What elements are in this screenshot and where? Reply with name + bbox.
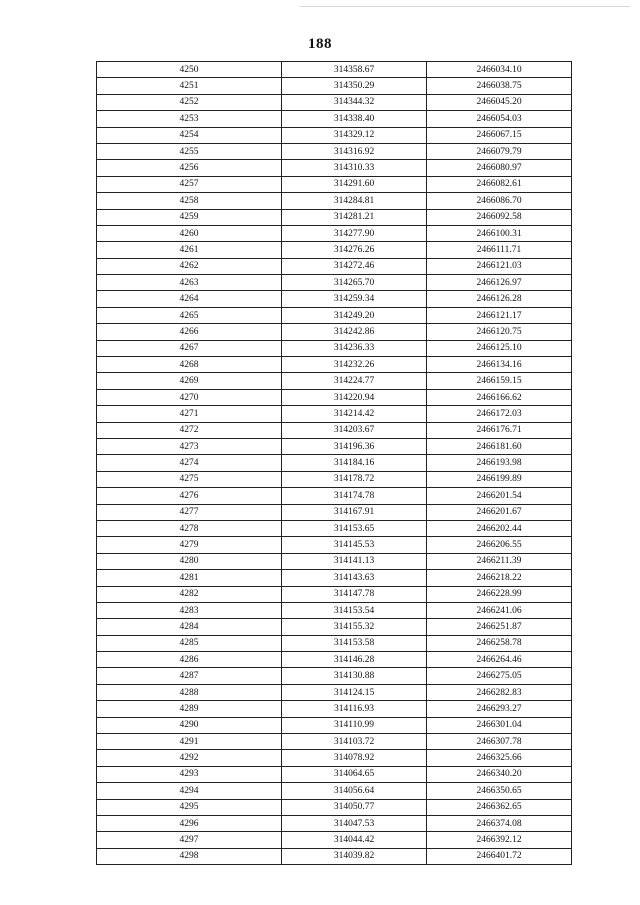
y-coordinate-cell: 2466193.98	[427, 455, 572, 471]
point-number-cell: 4275	[97, 471, 282, 487]
y-coordinate-cell: 2466362.65	[427, 799, 572, 815]
point-number-cell: 4259	[97, 209, 282, 225]
table-row	[97, 324, 572, 340]
point-number-cell: 4251	[97, 78, 282, 94]
y-coordinate-cell: 2466159.15	[427, 373, 572, 389]
table-row	[97, 258, 572, 274]
point-number-cell: 4260	[97, 225, 282, 241]
point-number-cell: 4256	[97, 160, 282, 176]
page-number: 188	[308, 36, 332, 52]
y-coordinate-cell: 2466199.89	[427, 471, 572, 487]
table-row	[97, 783, 572, 799]
point-number-cell: 4281	[97, 570, 282, 586]
x-coordinate-cell: 314153.54	[282, 602, 427, 618]
y-coordinate-cell: 2466206.55	[427, 537, 572, 553]
point-number-cell: 4293	[97, 766, 282, 782]
table-row	[97, 127, 572, 143]
point-number-cell: 4276	[97, 488, 282, 504]
x-coordinate-cell: 314050.77	[282, 799, 427, 815]
table-row	[97, 684, 572, 700]
table-row	[97, 504, 572, 520]
x-coordinate-cell: 314124.15	[282, 684, 427, 700]
table-row	[97, 438, 572, 454]
y-coordinate-cell: 2466228.99	[427, 586, 572, 602]
x-coordinate-cell: 314145.53	[282, 537, 427, 553]
point-number-cell: 4288	[97, 684, 282, 700]
point-number-cell: 4296	[97, 815, 282, 831]
table-row	[97, 734, 572, 750]
point-number-cell: 4282	[97, 586, 282, 602]
table-row	[97, 111, 572, 127]
table-row	[97, 848, 572, 864]
x-coordinate-cell: 314116.93	[282, 701, 427, 717]
y-coordinate-cell: 2466121.03	[427, 258, 572, 274]
point-number-cell: 4266	[97, 324, 282, 340]
table-row	[97, 488, 572, 504]
y-coordinate-cell: 2466080.97	[427, 160, 572, 176]
y-coordinate-cell: 2466172.03	[427, 406, 572, 422]
x-coordinate-cell: 314249.20	[282, 307, 427, 323]
x-coordinate-cell: 314284.81	[282, 193, 427, 209]
table-row	[97, 225, 572, 241]
table-row	[97, 94, 572, 110]
table-row	[97, 619, 572, 635]
y-coordinate-cell: 2466264.46	[427, 652, 572, 668]
point-number-cell: 4277	[97, 504, 282, 520]
point-number-cell: 4250	[97, 62, 282, 78]
table-row	[97, 143, 572, 159]
y-coordinate-cell: 2466325.66	[427, 750, 572, 766]
table-row	[97, 570, 572, 586]
y-coordinate-cell: 2466201.67	[427, 504, 572, 520]
table-row	[97, 357, 572, 373]
y-coordinate-cell: 2466218.22	[427, 570, 572, 586]
point-number-cell: 4270	[97, 389, 282, 405]
table-row	[97, 373, 572, 389]
table-row	[97, 668, 572, 684]
point-number-cell: 4294	[97, 783, 282, 799]
point-number-cell: 4255	[97, 143, 282, 159]
x-coordinate-cell: 314236.33	[282, 340, 427, 356]
table-row	[97, 291, 572, 307]
x-coordinate-cell: 314153.65	[282, 520, 427, 536]
x-coordinate-cell: 314350.29	[282, 78, 427, 94]
y-coordinate-cell: 2466241.06	[427, 602, 572, 618]
y-coordinate-cell: 2466120.75	[427, 324, 572, 340]
x-coordinate-cell: 314147.78	[282, 586, 427, 602]
point-number-cell: 4271	[97, 406, 282, 422]
y-coordinate-cell: 2466082.61	[427, 176, 572, 192]
x-coordinate-cell: 314214.42	[282, 406, 427, 422]
table-row	[97, 406, 572, 422]
table-row	[97, 78, 572, 94]
x-coordinate-cell: 314358.67	[282, 62, 427, 78]
y-coordinate-cell: 2466100.31	[427, 225, 572, 241]
y-coordinate-cell: 2466034.10	[427, 62, 572, 78]
y-coordinate-cell: 2466307.78	[427, 734, 572, 750]
x-coordinate-cell: 314064.65	[282, 766, 427, 782]
y-coordinate-cell: 2466067.15	[427, 127, 572, 143]
point-number-cell: 4274	[97, 455, 282, 471]
x-coordinate-cell: 314265.70	[282, 275, 427, 291]
table-row	[97, 471, 572, 487]
x-coordinate-cell: 314316.92	[282, 143, 427, 159]
table-row	[97, 701, 572, 717]
x-coordinate-cell: 314155.32	[282, 619, 427, 635]
y-coordinate-cell: 2466282.83	[427, 684, 572, 700]
x-coordinate-cell: 314184.16	[282, 455, 427, 471]
point-number-cell: 4263	[97, 275, 282, 291]
point-number-cell: 4284	[97, 619, 282, 635]
table-row	[97, 602, 572, 618]
x-coordinate-cell: 314103.72	[282, 734, 427, 750]
y-coordinate-cell: 2466202.44	[427, 520, 572, 536]
table-row	[97, 799, 572, 815]
point-number-cell: 4287	[97, 668, 282, 684]
point-number-cell: 4279	[97, 537, 282, 553]
x-coordinate-cell: 314141.13	[282, 553, 427, 569]
coordinates-table-body	[97, 62, 572, 865]
y-coordinate-cell: 2466350.65	[427, 783, 572, 799]
y-coordinate-cell: 2466121.17	[427, 307, 572, 323]
x-coordinate-cell: 314110.99	[282, 717, 427, 733]
table-row	[97, 766, 572, 782]
point-number-cell: 4262	[97, 258, 282, 274]
header-rule	[300, 6, 630, 7]
y-coordinate-cell: 2466201.54	[427, 488, 572, 504]
table-row	[97, 717, 572, 733]
x-coordinate-cell: 314276.26	[282, 242, 427, 258]
point-number-cell: 4297	[97, 832, 282, 848]
y-coordinate-cell: 2466340.20	[427, 766, 572, 782]
x-coordinate-cell: 314277.90	[282, 225, 427, 241]
y-coordinate-cell: 2466251.87	[427, 619, 572, 635]
x-coordinate-cell: 314130.88	[282, 668, 427, 684]
x-coordinate-cell: 314291.60	[282, 176, 427, 192]
table-row	[97, 193, 572, 209]
point-number-cell: 4278	[97, 520, 282, 536]
point-number-cell: 4254	[97, 127, 282, 143]
x-coordinate-cell: 314329.12	[282, 127, 427, 143]
x-coordinate-cell: 314178.72	[282, 471, 427, 487]
x-coordinate-cell: 314232.26	[282, 357, 427, 373]
point-number-cell: 4252	[97, 94, 282, 110]
x-coordinate-cell: 314203.67	[282, 422, 427, 438]
point-number-cell: 4298	[97, 848, 282, 864]
x-coordinate-cell: 314220.94	[282, 389, 427, 405]
y-coordinate-cell: 2466086.70	[427, 193, 572, 209]
point-number-cell: 4286	[97, 652, 282, 668]
table-row	[97, 176, 572, 192]
point-number-cell: 4261	[97, 242, 282, 258]
table-row	[97, 340, 572, 356]
x-coordinate-cell: 314196.36	[282, 438, 427, 454]
point-number-cell: 4268	[97, 357, 282, 373]
table-row	[97, 635, 572, 651]
x-coordinate-cell: 314153.58	[282, 635, 427, 651]
table-row	[97, 422, 572, 438]
y-coordinate-cell: 2466092.58	[427, 209, 572, 225]
x-coordinate-cell: 314242.86	[282, 324, 427, 340]
x-coordinate-cell: 314259.34	[282, 291, 427, 307]
table-row	[97, 209, 572, 225]
x-coordinate-cell: 314143.63	[282, 570, 427, 586]
y-coordinate-cell: 2466111.71	[427, 242, 572, 258]
table-row	[97, 750, 572, 766]
table-row	[97, 160, 572, 176]
x-coordinate-cell: 314281.21	[282, 209, 427, 225]
point-number-cell: 4273	[97, 438, 282, 454]
x-coordinate-cell: 314039.82	[282, 848, 427, 864]
y-coordinate-cell: 2466392.12	[427, 832, 572, 848]
point-number-cell: 4257	[97, 176, 282, 192]
x-coordinate-cell: 314224.77	[282, 373, 427, 389]
point-number-cell: 4292	[97, 750, 282, 766]
point-number-cell: 4291	[97, 734, 282, 750]
x-coordinate-cell: 314047.53	[282, 815, 427, 831]
x-coordinate-cell: 314167.91	[282, 504, 427, 520]
x-coordinate-cell: 314078.92	[282, 750, 427, 766]
point-number-cell: 4283	[97, 602, 282, 618]
y-coordinate-cell: 2466038.75	[427, 78, 572, 94]
table-row	[97, 586, 572, 602]
point-number-cell: 4258	[97, 193, 282, 209]
x-coordinate-cell: 314044.42	[282, 832, 427, 848]
x-coordinate-cell: 314174.78	[282, 488, 427, 504]
point-number-cell: 4269	[97, 373, 282, 389]
y-coordinate-cell: 2466134.16	[427, 357, 572, 373]
x-coordinate-cell: 314056.64	[282, 783, 427, 799]
table-row	[97, 242, 572, 258]
y-coordinate-cell: 2466258.78	[427, 635, 572, 651]
point-number-cell: 4290	[97, 717, 282, 733]
y-coordinate-cell: 2466401.72	[427, 848, 572, 864]
table-row	[97, 455, 572, 471]
y-coordinate-cell: 2466054.03	[427, 111, 572, 127]
table-row	[97, 832, 572, 848]
table-row	[97, 275, 572, 291]
y-coordinate-cell: 2466045.20	[427, 94, 572, 110]
table-row	[97, 815, 572, 831]
y-coordinate-cell: 2466211.39	[427, 553, 572, 569]
y-coordinate-cell: 2466181.60	[427, 438, 572, 454]
x-coordinate-cell: 314344.32	[282, 94, 427, 110]
table-row	[97, 537, 572, 553]
x-coordinate-cell: 314272.46	[282, 258, 427, 274]
point-number-cell: 4295	[97, 799, 282, 815]
coordinates-table	[96, 61, 572, 865]
point-number-cell: 4285	[97, 635, 282, 651]
point-number-cell: 4253	[97, 111, 282, 127]
y-coordinate-cell: 2466126.28	[427, 291, 572, 307]
y-coordinate-cell: 2466079.79	[427, 143, 572, 159]
table-row	[97, 389, 572, 405]
y-coordinate-cell: 2466301.04	[427, 717, 572, 733]
y-coordinate-cell: 2466176.71	[427, 422, 572, 438]
point-number-cell: 4272	[97, 422, 282, 438]
y-coordinate-cell: 2466374.08	[427, 815, 572, 831]
table-row	[97, 62, 572, 78]
point-number-cell: 4280	[97, 553, 282, 569]
y-coordinate-cell: 2466166.62	[427, 389, 572, 405]
y-coordinate-cell: 2466275.05	[427, 668, 572, 684]
table-row	[97, 520, 572, 536]
y-coordinate-cell: 2466125.10	[427, 340, 572, 356]
y-coordinate-cell: 2466293.27	[427, 701, 572, 717]
point-number-cell: 4265	[97, 307, 282, 323]
table-row	[97, 652, 572, 668]
y-coordinate-cell: 2466126.97	[427, 275, 572, 291]
point-number-cell: 4267	[97, 340, 282, 356]
x-coordinate-cell: 314338.40	[282, 111, 427, 127]
point-number-cell: 4289	[97, 701, 282, 717]
point-number-cell: 4264	[97, 291, 282, 307]
table-row	[97, 307, 572, 323]
table-row	[97, 553, 572, 569]
x-coordinate-cell: 314146.28	[282, 652, 427, 668]
x-coordinate-cell: 314310.33	[282, 160, 427, 176]
